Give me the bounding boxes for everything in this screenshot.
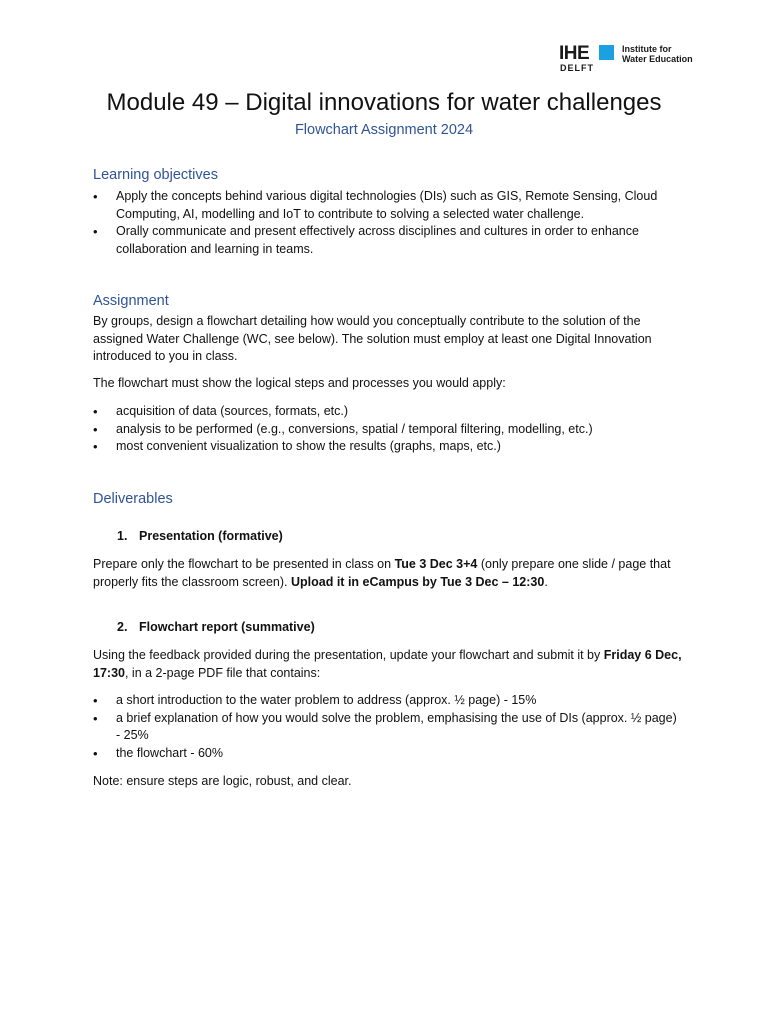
assignment-paragraph: By groups, design a flowchart detailing how would you conceptually contribute to the solution of the assigned Water Challenge (WC, see below). The solution must employ at least one Digital Innovation introduced to you in class. [93,314,652,363]
deliverable-2-heading [117,620,315,634]
deliverable-1-heading [117,529,283,543]
deliverable-1-text [93,556,683,591]
deliverable-2-number: 2. [117,620,128,634]
list-item: • most convenient visualization to show the results (graphs, maps, etc.) [93,438,683,456]
logo-square-icon [599,45,614,60]
list-item: • analysis to be performed (e.g., conversions, spatial / temporal filtering, modelling, etc.) [93,421,683,439]
list-item: • Orally communicate and present effectively across disciplines and cultures in order to enhance collaboration and learning in teams. [93,223,683,258]
logo-ihe-text: IHE [559,43,590,64]
assignment-heading: Assignment [93,293,169,309]
page-subtitle: Flowchart Assignment 2024 [294,122,474,138]
deliverables-heading: Deliverables [93,491,173,507]
deliverable-2-title: Flowchart report (summative) [139,620,315,634]
learning-objectives-list [93,188,683,258]
logo-institute-text [622,44,742,64]
deliverable-1-number: 1. [117,529,128,543]
learning-objectives-heading: Learning objectives [93,167,218,183]
list-item: • Apply the concepts behind various digital technologies (DIs) such as GIS, Remote Sensing, Cloud Computing, AI, modelling and IoT to contribute to solving a selected water challenge. [93,188,683,223]
assignment-paragraph-2: The flowchart must show the logical steps and processes you would apply: [93,376,506,390]
list-item: • a short introduction to the water problem to address (approx. ½ page) - 15% [93,692,683,710]
deliverable-1-upload-deadline: Upload it in eCampus by Tue 3 Dec – 12:30 [291,574,545,589]
logo-institute-line2: Water Education [622,54,693,64]
page-title: Module 49 – Digital innovations for water challenges [106,89,662,116]
list-item: • the flowchart - 60% [93,745,683,763]
deliverable-1-title: Presentation (formative) [139,529,283,543]
logo-delft-text: DELFT [560,63,594,73]
deliverable-2-text-part: Using the feedback provided during the presentation, update your flowchart and submit it by [93,648,604,662]
deliverable-2-list [93,692,683,762]
logo-institute-line1: Institute for [622,44,672,54]
deliverable-1-text-part: Prepare only the flowchart to be presented in class on [93,557,395,571]
note-text: Note: ensure steps are logic, robust, and clear. [93,774,352,788]
deliverable-2-text-part: , in a 2-page PDF file that contains: [124,665,321,680]
deliverable-1-text-part: . [544,574,548,589]
deliverable-2-deadline: Friday 6 Dec, 17:30 [93,648,682,680]
deliverable-1-date: Tue 3 Dec 3+4 [394,557,478,571]
deliverable-1-text-part: (only prepare one slide / page that properly fits the classroom screen). [93,557,671,589]
deliverable-2-text [93,647,683,682]
assignment-list [93,403,683,456]
list-item: • a brief explanation of how you would solve the problem, emphasising the use of DIs (approx. ½ page) - 25% [93,710,683,745]
list-item: • acquisition of data (sources, formats, etc.) [93,403,683,421]
